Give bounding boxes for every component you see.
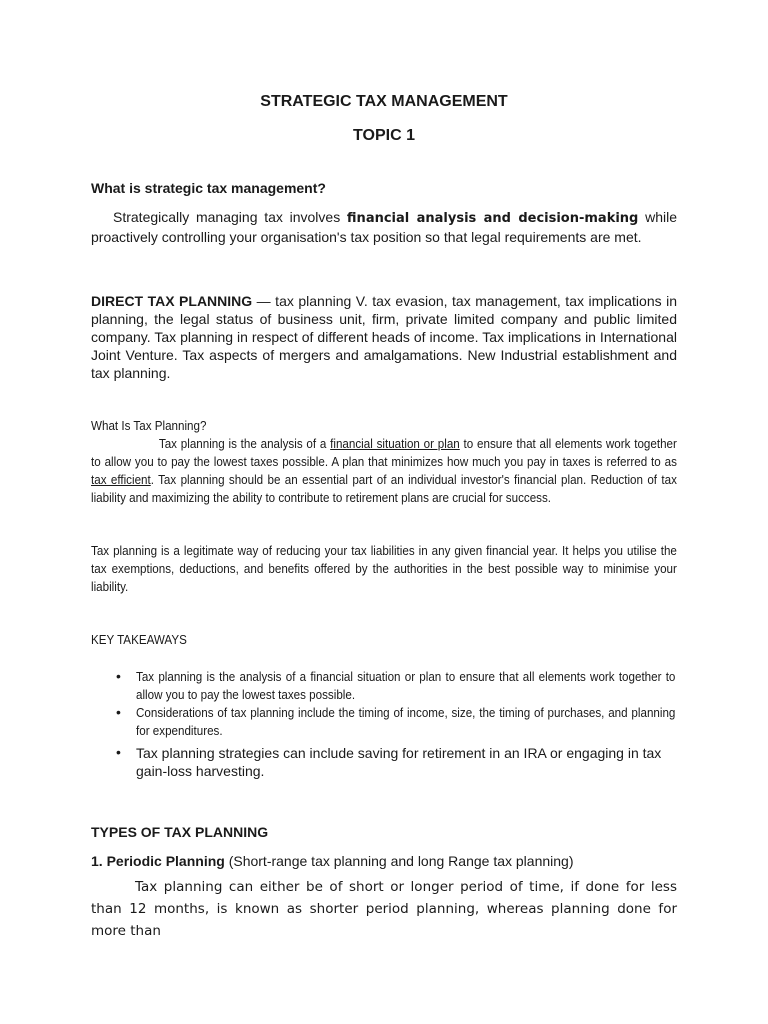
direct-tax-text: — tax planning V. tax evasion, tax management, tax implications in planning, the legal status of business unit, firm, private limited company and public limited company. Tax planning in respect of different heads of income. Tax implications in International Joint Venture. Tax aspects of mergers and amalgamations. New Industrial establishment and tax planning. [91,293,678,381]
takeaway-text: Tax planning is the analysis of a financial situation or plan to ensure that all elements work together to allow you to pay the lowest taxes possible. [136,670,676,702]
document-subtitle: TOPIC 1 [353,127,415,144]
section-heading-strategic: What is strategic tax management? [91,180,326,196]
list-item [91,744,677,780]
takeaway-text: Considerations of tax planning include the timing of income, size, the timing of purchases, and planning for expenditures. [136,706,676,738]
what-is-text-a: Tax planning is the analysis of a [158,437,331,451]
section-heading-takeaways: KEY TAKEAWAYS [91,633,187,647]
section-heading-types: TYPES OF TAX PLANNING [91,824,269,840]
paragraph-direct-tax [91,292,677,382]
bullet-icon: • [116,744,121,760]
document-title: STRATEGIC TAX MANAGEMENT [260,93,508,110]
list-item [91,668,677,704]
paragraph-strategic [91,208,677,246]
types-item-1-heading [91,852,677,870]
types-item-1-text: Tax planning can either be of short or longer period of time, if done for less than 12 months, is known as shorter period planning, whereas planning done for more than [91,879,677,939]
paragraph-what-is-2: Tax planning is a legitimate way of reducing your tax liabilities in any given financial year. It helps you utilise the tax exemptions, deductions, and benefits offered by the authorities in the best possible way to minimise your liability. [91,544,677,594]
types-item-1-paren: (Short-range tax planning and long Range tax planning) [224,853,574,869]
types-item-1-label: 1. Periodic Planning [91,853,225,869]
list-item [91,704,677,740]
paragraph-types-1 [91,876,677,942]
bullet-icon: • [116,668,121,684]
takeaways-list [91,668,677,780]
link-tax-efficient[interactable]: tax efficient [91,473,151,487]
takeaway-text: Tax planning strategies can include saving for retirement in an IRA or engaging in tax gain-loss harvesting. [136,745,662,779]
what-is-text-b: to ensure that all elements work together to allow you to pay the lowest taxes possible. A plan that minimizes how much you pay in taxes is referred to as [91,437,677,469]
paragraph-what-is-1 [91,435,677,507]
paragraph-strategic-text-a: Strategically managing tax involves [113,209,347,225]
paragraph-strategic-text-b: while proactively controlling your organisation's tax position so that legal requirements are met. [91,209,678,245]
bullet-icon: • [116,704,121,720]
direct-tax-label: DIRECT TAX PLANNING [91,293,253,309]
link-financial-situation[interactable]: financial situation or plan [330,437,460,451]
paragraph-strategic-bold: financial analysis and decision-making [346,211,639,226]
section-heading-what-is: What Is Tax Planning? [91,419,207,433]
what-is-text-c: . Tax planning should be an essential part of an individual investor's financial plan. Reduction of tax liability and maximizing the ability to contribute to retirement plans are crucial for success. [91,473,677,505]
